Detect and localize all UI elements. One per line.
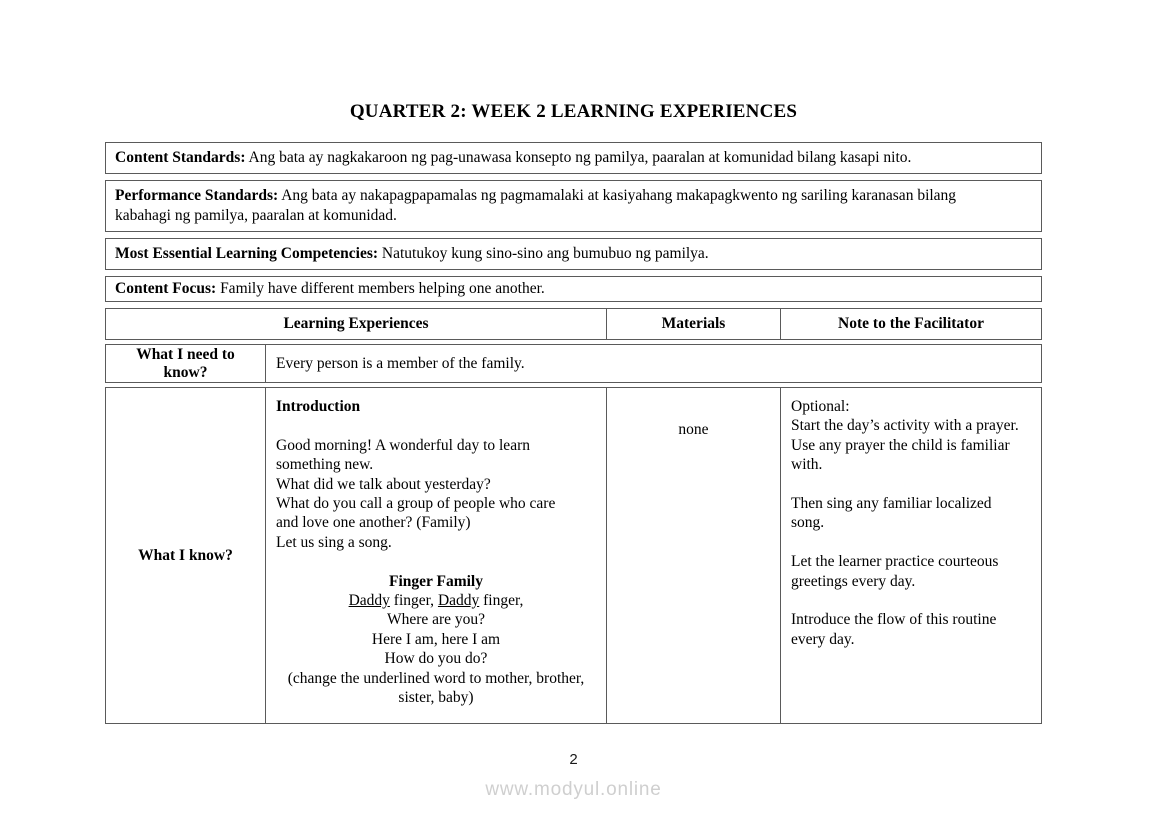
song-line-daddy <box>276 591 596 610</box>
what-i-know-row <box>105 387 1042 724</box>
facilitator-note-line <box>791 533 1031 552</box>
facilitator-note-line: every day. <box>791 630 855 648</box>
song-segment: finger, <box>389 592 438 610</box>
song-segment: finger, <box>479 592 524 610</box>
facilitator-note-line: Use any prayer the child is familiar <box>791 436 1010 454</box>
facilitator-note-line: Let the learner practice courteous <box>791 553 999 571</box>
facilitator-note-line: song. <box>791 514 825 532</box>
learning-experiences-table <box>105 308 1042 724</box>
materials-value: none <box>678 421 709 438</box>
content-standards-value: Ang bata ay nagkakaroon ng pag-unawasa konsepto ng pamilya, paaralan at komunidad bilang kasapi nito. <box>248 149 912 166</box>
header-learning-experiences: Learning Experiences <box>105 308 607 340</box>
facilitator-note-line: Introduce the flow of this routine <box>791 611 997 629</box>
song-block <box>276 572 596 708</box>
introduction-line <box>276 416 596 435</box>
performance-standards-value-line2: kabahagi ng pamilya, paaralan at komunidad. <box>115 207 397 224</box>
introduction-line: Let us sing a song. <box>276 533 392 551</box>
header-materials: Materials <box>607 308 781 340</box>
performance-standards-value-line1: Ang bata ay nakapagpapamalas ng pagmamalaki at kasiyahang makapagkwento ng sariling karanasan bilang <box>281 187 957 204</box>
performance-standards-text <box>115 186 1032 206</box>
introduction-line: Good morning! A wonderful day to learn <box>276 436 530 454</box>
underlined-word: Daddy <box>348 592 390 610</box>
content-focus-row <box>105 276 1042 302</box>
document-page <box>105 0 1042 801</box>
facilitator-note-line: Start the day’s activity with a prayer. <box>791 417 1019 435</box>
content-focus-text <box>115 279 1032 299</box>
introduction-line: What did we talk about yesterday? <box>276 475 491 493</box>
content-focus-value: Family have different members helping one another. <box>220 280 545 297</box>
facilitator-note-line: Optional: <box>791 398 850 415</box>
facilitator-note-line: Then sing any familiar localized <box>791 495 992 513</box>
underlined-word: Daddy <box>437 592 480 610</box>
what-i-need-to-know-label: What I need to know? <box>105 344 266 383</box>
header-note-to-facilitator: Note to the Facilitator <box>781 308 1042 340</box>
melc-value: Natutukoy kung sino-sino ang bumubuo ng pamilya. <box>381 245 709 262</box>
watermark-text: www.modyul.online <box>485 779 662 800</box>
content-standards-label: Content Standards: <box>115 149 246 166</box>
content-focus-label: Content Focus: <box>115 280 217 297</box>
introduction-line: and love one another? (Family) <box>276 514 471 532</box>
introduction-line <box>276 552 596 571</box>
what-i-know-label: What I know? <box>105 387 266 724</box>
facilitator-note-line <box>791 591 1031 610</box>
what-i-need-to-know-content: Every person is a member of the family. <box>266 344 1042 383</box>
melc-text <box>115 244 1032 264</box>
materials-cell <box>607 387 781 724</box>
standards-section <box>105 142 1042 302</box>
what-i-need-to-know-row <box>105 344 1042 383</box>
note-to-facilitator-cell <box>781 387 1042 724</box>
content-standards-row <box>105 142 1042 174</box>
page-number: 2 <box>569 751 578 768</box>
table-header-row <box>105 308 1042 340</box>
melc-row <box>105 238 1042 270</box>
song-line: How do you do? <box>384 650 488 668</box>
performance-standards-row <box>105 180 1042 232</box>
facilitator-note-line: greetings every day. <box>791 572 916 590</box>
song-title: Finger Family <box>389 572 483 590</box>
melc-label: Most Essential Learning Competencies: <box>115 245 379 262</box>
introduction-heading: Introduction <box>276 398 361 415</box>
facilitator-note-line <box>791 475 1031 494</box>
introduction-lines <box>276 416 596 571</box>
song-line: Where are you? <box>386 611 486 629</box>
content-standards-text <box>115 148 1032 168</box>
page-title: QUARTER 2: WEEK 2 LEARNING EXPERIENCES <box>349 101 798 122</box>
facilitator-note-line: with. <box>791 456 823 474</box>
introduction-line: something new. <box>276 456 374 474</box>
performance-standards-label: Performance Standards: <box>115 187 279 204</box>
learning-experiences-content <box>266 387 607 724</box>
song-lines <box>276 610 596 707</box>
song-line: sister, baby) <box>398 689 474 707</box>
song-line: Here I am, here I am <box>371 630 501 648</box>
introduction-line: What do you call a group of people who care <box>276 495 556 513</box>
song-line: (change the underlined word to mother, brother, <box>287 669 585 687</box>
